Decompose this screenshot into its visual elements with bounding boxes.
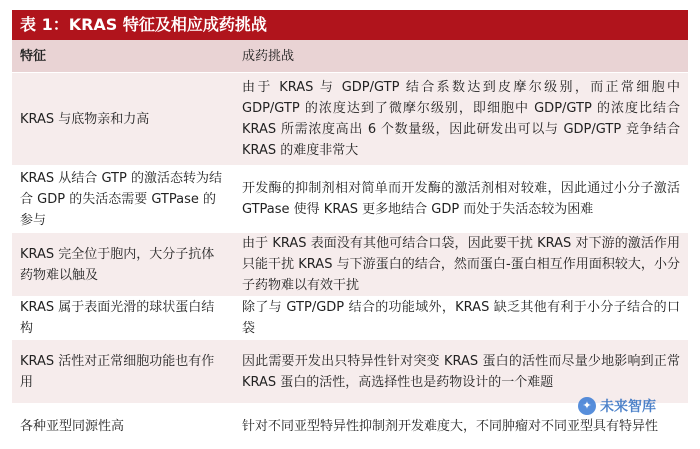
table-row: [12, 297, 688, 340]
table-header-row: [12, 40, 688, 73]
feature-cell: KRAS 属于表面光滑的球状蛋白结构: [12, 297, 234, 340]
feature-cell: KRAS 与底物亲和力高: [12, 73, 234, 166]
challenge-cell: 开发酶的抑制剂相对简单而开发酶的激活剂相对较难，因此通过小分子激活 GTPase 使得 KRAS 更多地结合 GDP 而处于失活态较为困难: [234, 166, 688, 233]
watermark-text: 未来智库: [600, 399, 656, 415]
kras-challenges-table: [12, 40, 688, 449]
wechat-icon: ✦: [578, 397, 596, 415]
challenge-cell: 由于 KRAS 表面没有其他可结合口袋，因此要干扰 KRAS 对下游的激活作用只能干扰 KRAS 与下游蛋白的结合，然而蛋白-蛋白相互作用面积较大，小分子药物难以有效干扰: [234, 233, 688, 297]
feature-cell: KRAS 从结合 GTP 的激活态转为结合 GDP 的失活态需要 GTPase 的参与: [12, 166, 234, 233]
table-row: [12, 73, 688, 166]
challenge-cell: 除了与 GTP/GDP 结合的功能域外，KRAS 缺乏其他有利于小分子结合的口袋: [234, 297, 688, 340]
feature-cell: KRAS 活性对正常细胞功能也有作用: [12, 340, 234, 404]
feature-cell: 各种亚型同源性高: [12, 404, 234, 449]
feature-cell: KRAS 完全位于胞内，大分子抗体药物难以触及: [12, 233, 234, 297]
table-row: [12, 166, 688, 233]
challenge-cell: 针对不同亚型特异性抑制剂开发难度大，不同肿瘤对不同亚型具有特异性: [234, 404, 688, 449]
header-feature: 特征: [12, 40, 234, 73]
watermark: [578, 394, 688, 418]
table-row: [12, 233, 688, 297]
challenge-cell: 因此需要开发出只特异性针对突变 KRAS 蛋白的活性而尽量少地影响到正常 KRAS 蛋白的活性，高选择性也是药物设计的一个难题: [234, 340, 688, 404]
challenge-cell: 由于 KRAS 与 GDP/GTP 结合系数达到皮摩尔级别，而正常细胞中 GDP/GTP 的浓度达到了微摩尔级别，即细胞中 GDP/GTP 的浓度比结合 KRAS 所需浓度高出 6 个数量级，因此研发出可以与 GDP/GTP 竞争结合 KRAS 的难度非常大: [234, 73, 688, 166]
header-challenge: 成药挑战: [234, 40, 688, 73]
table-title: 表 1：KRAS 特征及相应成药挑战: [12, 10, 688, 40]
